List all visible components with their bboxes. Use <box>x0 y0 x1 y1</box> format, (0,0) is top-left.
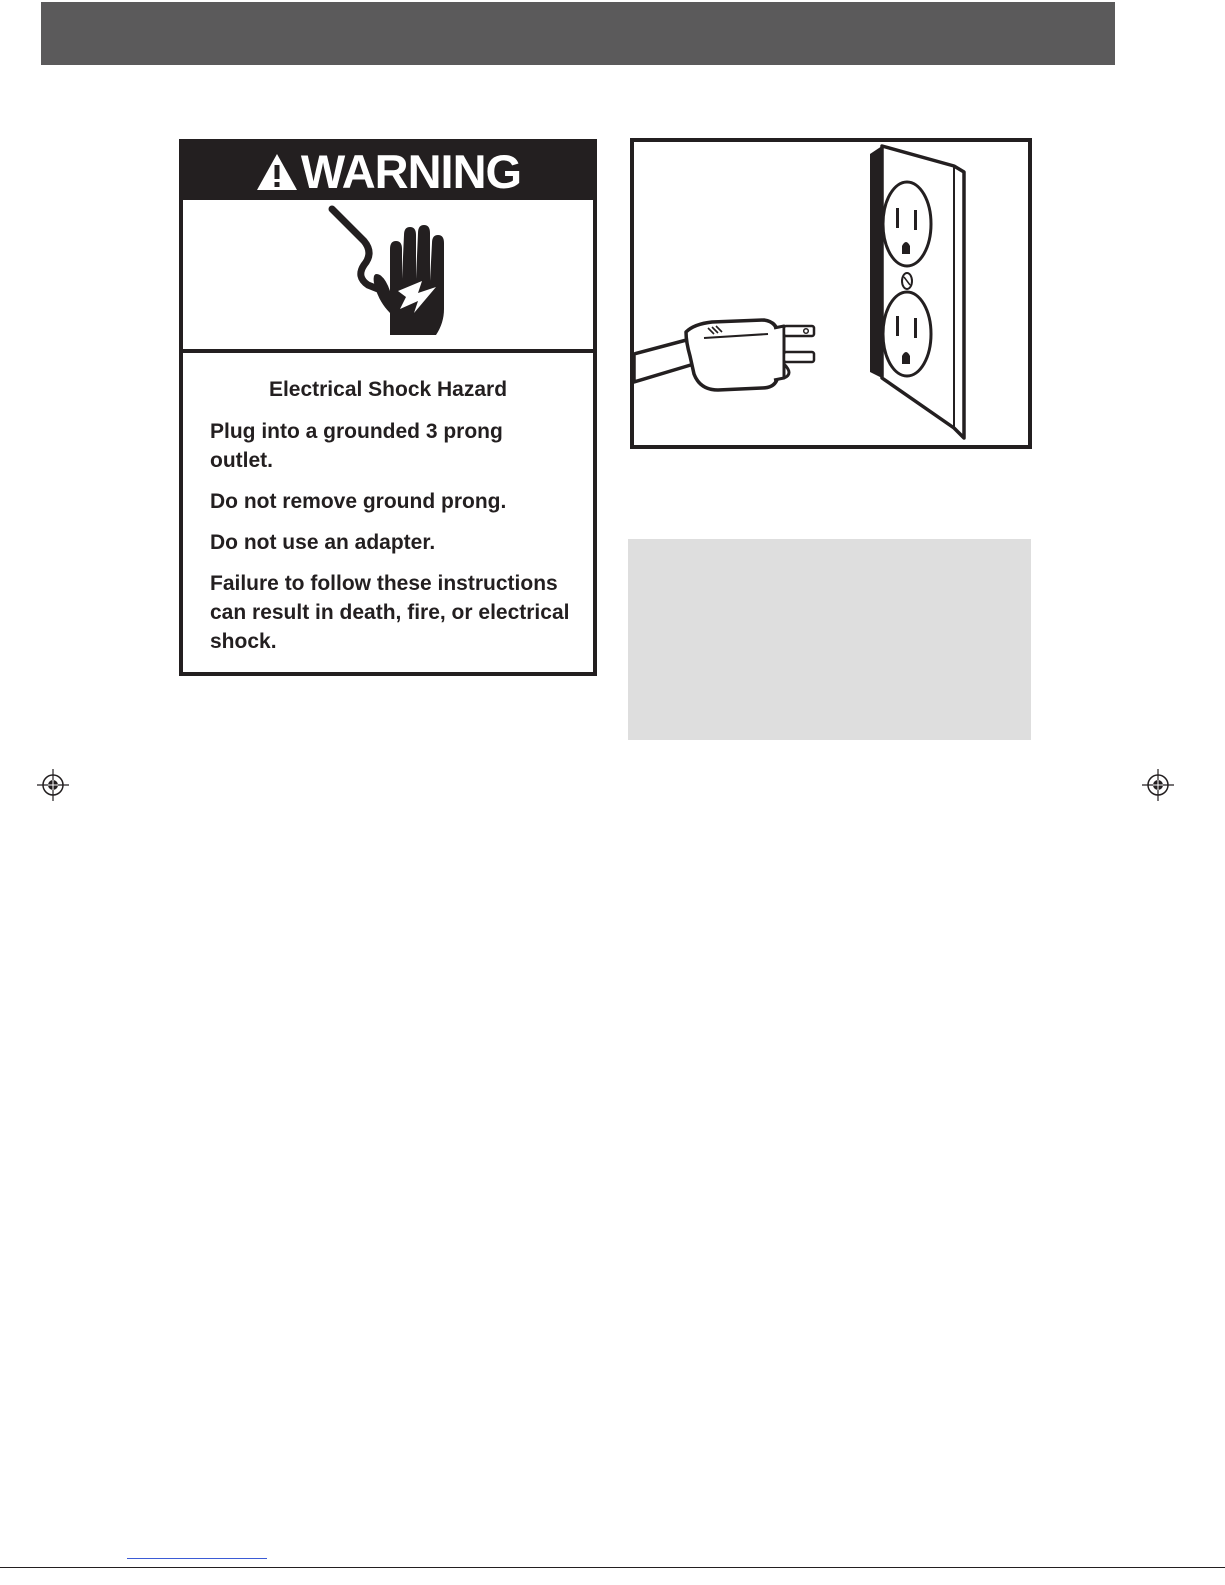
warning-header <box>183 143 593 200</box>
plug-outlet-figure <box>630 138 1032 449</box>
footer-link-underline <box>127 1558 267 1559</box>
plug-and-outlet-illustration <box>634 142 1028 445</box>
warning-instructions <box>183 353 593 656</box>
electric-shock-hand-icon <box>318 205 458 345</box>
warning-label <box>179 139 597 676</box>
warning-triangle-icon <box>255 152 299 192</box>
instruction-ground-prong: Do not remove ground prong. <box>210 490 507 513</box>
warning-header-text: WARNING <box>300 145 522 198</box>
instruction-grounded-outlet: Plug into a grounded 3 prong outlet. <box>210 420 503 472</box>
instruction-failure-consequence: Failure to follow these instructions can result in death, fire, or electrical shock. <box>210 572 570 653</box>
instruction-no-adapter: Do not use an adapter. <box>210 531 436 554</box>
page-header-bar <box>41 2 1115 65</box>
registration-mark-icon <box>1141 768 1175 802</box>
hazard-symbol-panel <box>183 200 593 353</box>
registration-mark-icon <box>36 768 70 802</box>
footer-rule <box>0 1567 1225 1568</box>
hazard-title: Electrical Shock Hazard <box>268 378 508 401</box>
note-box <box>628 539 1031 740</box>
